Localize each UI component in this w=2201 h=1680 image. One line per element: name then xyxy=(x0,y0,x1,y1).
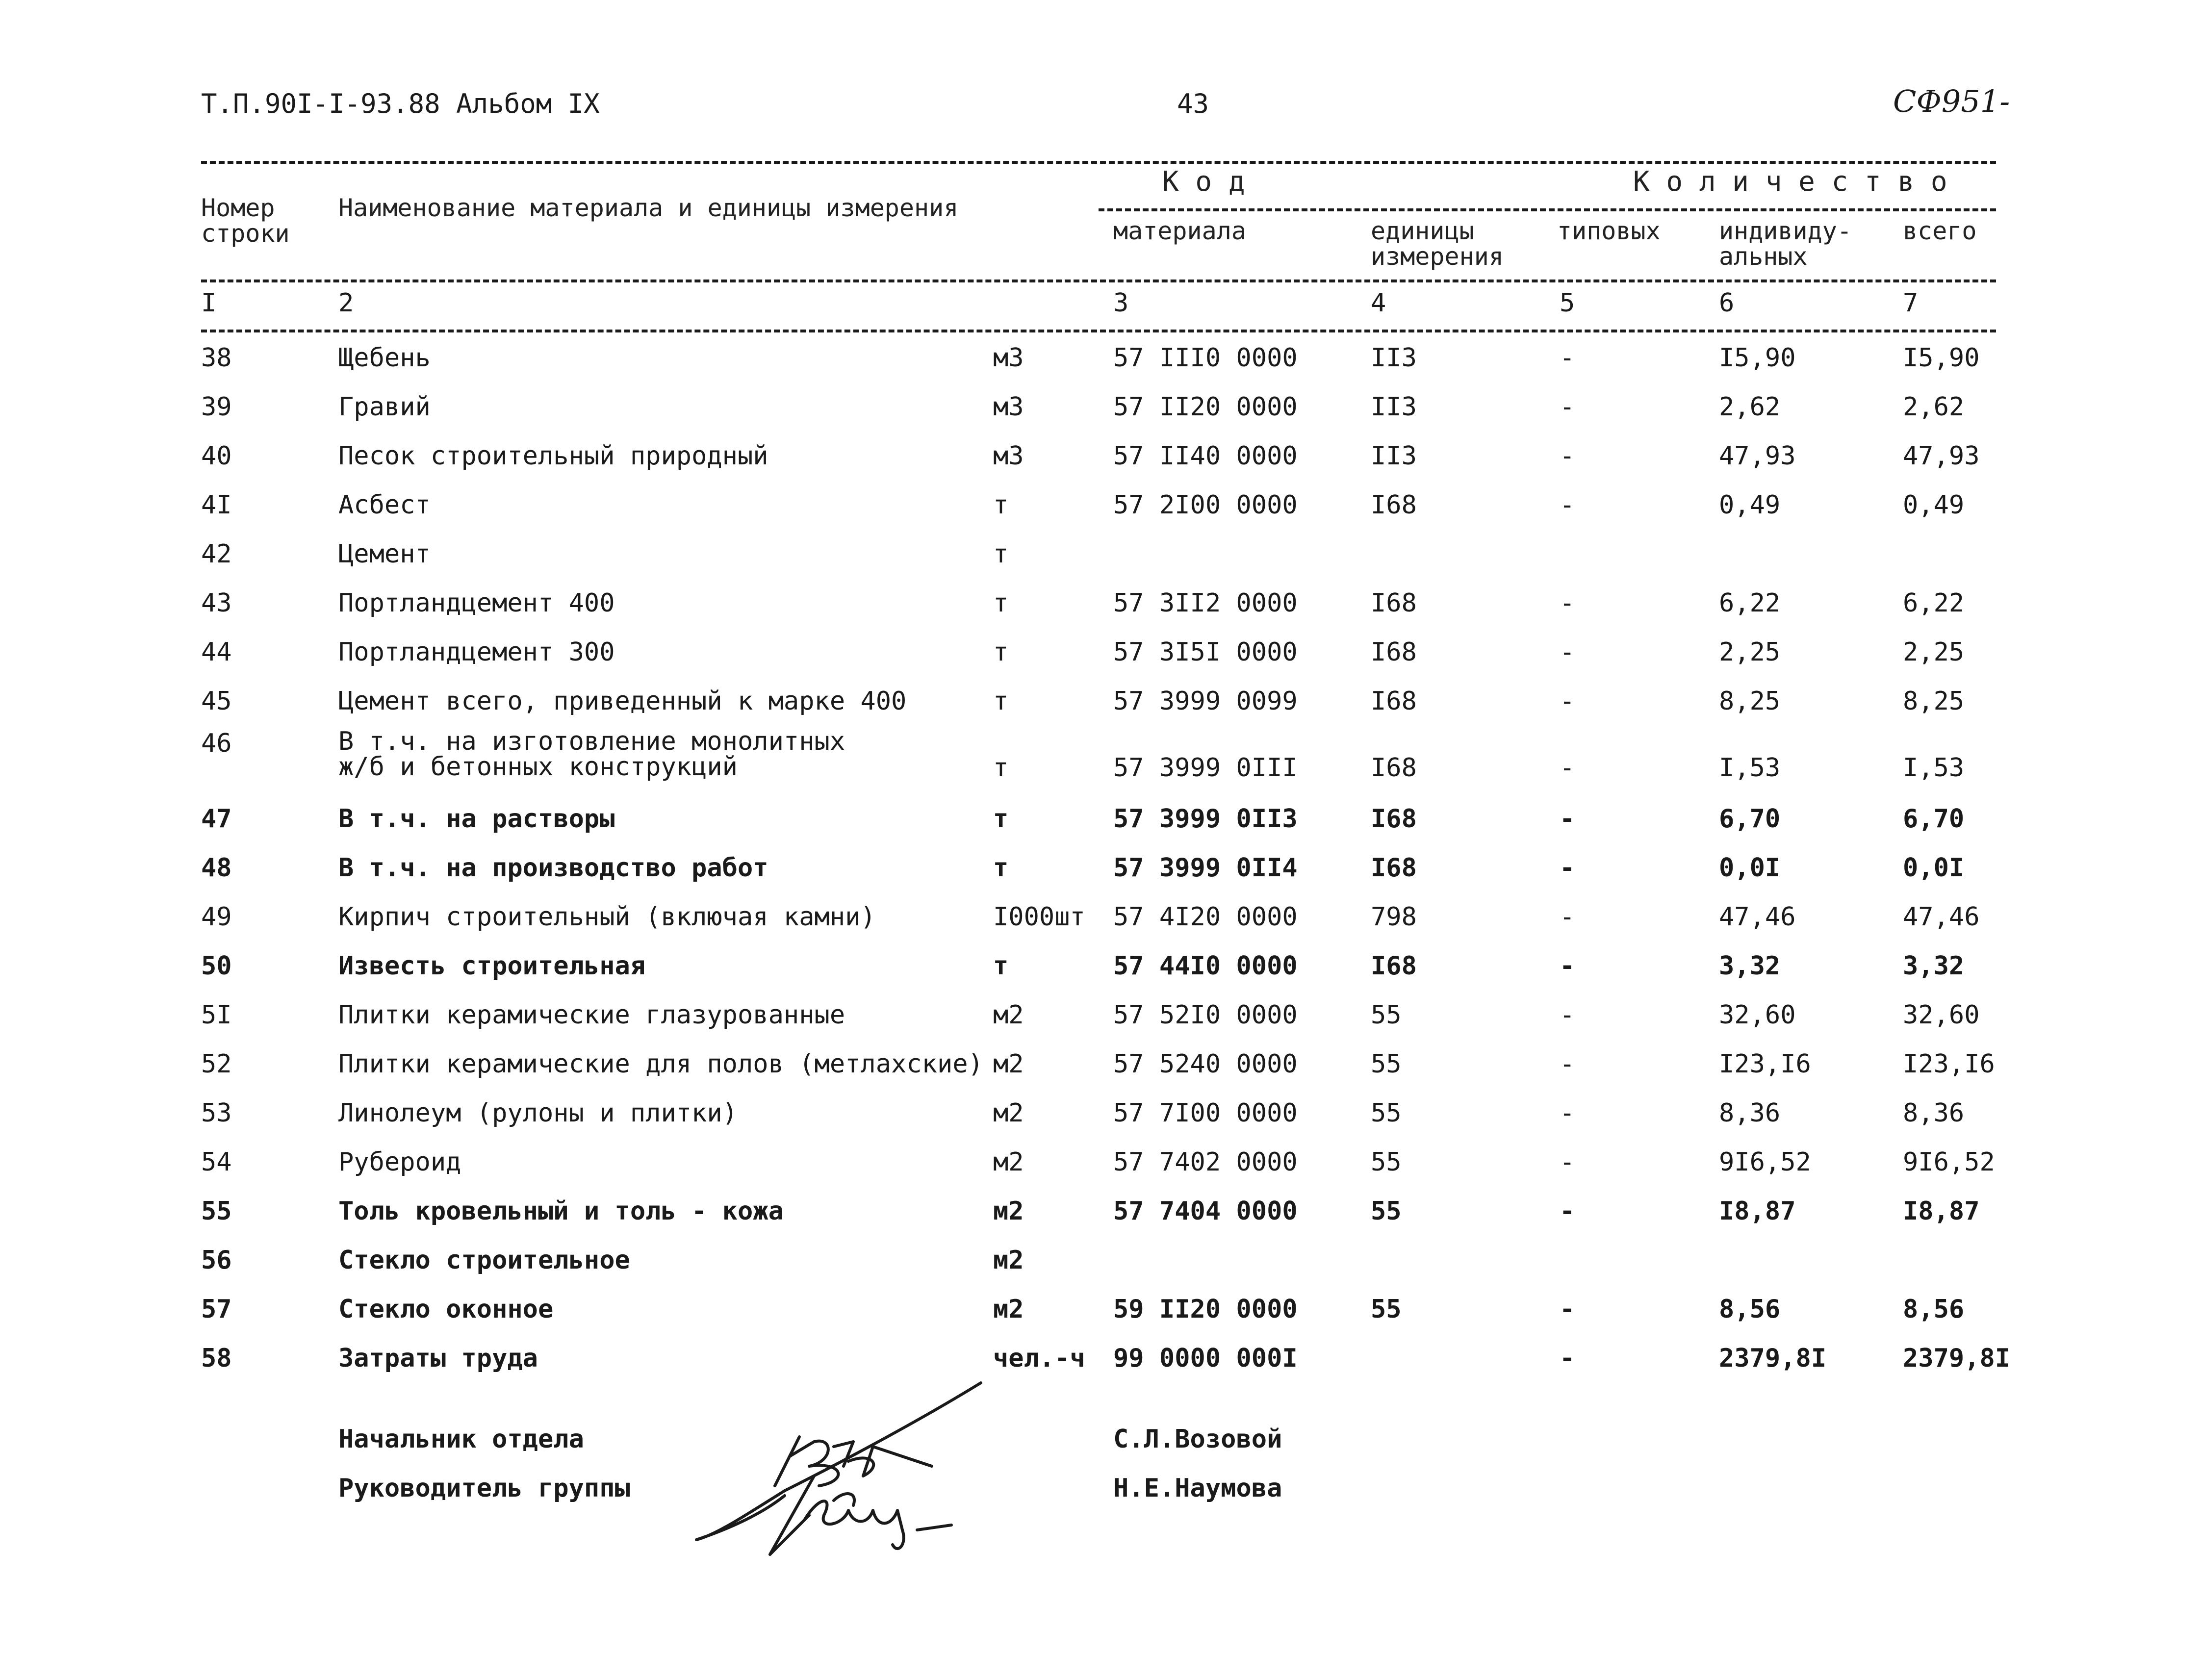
unit-of-measure: I000шт xyxy=(993,902,1085,932)
row-number: 44 xyxy=(201,637,232,667)
table-row xyxy=(0,1295,2201,1344)
unit-code: I68 xyxy=(1371,853,1417,883)
material-name: Стекло оконное xyxy=(338,1295,554,1324)
unit-code: 798 xyxy=(1371,902,1417,932)
material-code: 57 7402 0000 xyxy=(1113,1147,1298,1177)
qty-typical: - xyxy=(1560,1049,1575,1079)
unit-of-measure: м2 xyxy=(993,1049,1024,1079)
row-number: 52 xyxy=(201,1049,232,1079)
material-code: 57 III0 0000 xyxy=(1113,343,1298,373)
table-row xyxy=(0,588,2201,637)
column-header-row-no: Номер строки xyxy=(201,194,290,248)
unit-code: 55 xyxy=(1371,1147,1402,1177)
row-number: 58 xyxy=(201,1344,232,1373)
material-name: Затраты труда xyxy=(338,1344,538,1373)
row-number: 57 xyxy=(201,1295,232,1324)
group-lead-name: Н.Е.Наумова xyxy=(1113,1474,1282,1503)
qty-total: 9I6,52 xyxy=(1903,1147,1995,1177)
row-number: 5I xyxy=(201,1000,232,1030)
material-name: Линолеум (рулоны и плитки) xyxy=(338,1098,738,1128)
qty-individual: 8,56 xyxy=(1719,1295,1781,1324)
unit-of-measure: т xyxy=(993,687,1009,716)
qty-typical: - xyxy=(1560,951,1575,981)
unit-of-measure: т xyxy=(993,588,1009,618)
material-name: Асбест xyxy=(338,490,431,520)
qty-individual: I23,I6 xyxy=(1719,1049,1811,1079)
table-row xyxy=(0,1000,2201,1049)
row-number: 55 xyxy=(201,1196,232,1226)
qty-individual: I5,90 xyxy=(1719,343,1796,373)
unit-code: 55 xyxy=(1371,1098,1402,1128)
unit-code: I68 xyxy=(1371,490,1417,520)
row-number: 50 xyxy=(201,951,232,981)
material-code: 57 3999 0II3 xyxy=(1113,804,1298,834)
material-name: Цемент xyxy=(338,539,431,569)
unit-of-measure: т xyxy=(993,951,1009,981)
column-header-name: Наименование материала и единицы измерения xyxy=(338,194,959,222)
material-name: Стекло строительное xyxy=(338,1246,630,1275)
table-row xyxy=(0,490,2201,539)
qty-total: 2379,8I xyxy=(1903,1344,2011,1373)
material-code: 57 3999 0099 xyxy=(1113,687,1298,716)
qty-total: I23,I6 xyxy=(1903,1049,1995,1079)
header-rule-numbers-top xyxy=(201,280,1996,282)
qty-individual: 2379,8I xyxy=(1719,1344,1827,1373)
table-row xyxy=(0,727,2201,785)
qty-total: I5,90 xyxy=(1903,343,1980,373)
row-number: 46 xyxy=(201,729,232,758)
unit-code: I68 xyxy=(1371,588,1417,618)
row-number: 43 xyxy=(201,588,232,618)
row-number: 56 xyxy=(201,1246,232,1275)
column-number: 2 xyxy=(338,288,354,318)
row-number: 40 xyxy=(201,441,232,471)
column-header-material-code: материала xyxy=(1113,217,1246,245)
table-row xyxy=(0,902,2201,951)
material-name: Толь кровельный и толь - кожа xyxy=(338,1196,784,1226)
qty-total: 47,46 xyxy=(1903,902,1980,932)
row-number: 38 xyxy=(201,343,232,373)
qty-typical: - xyxy=(1560,1098,1575,1128)
qty-typical: - xyxy=(1560,490,1575,520)
unit-of-measure: т xyxy=(993,853,1009,883)
qty-individual: 9I6,52 xyxy=(1719,1147,1811,1177)
unit-of-measure: м2 xyxy=(993,1000,1024,1030)
column-header-qty-group: К о л и ч е с т в о xyxy=(1633,166,1947,198)
table-row xyxy=(0,1344,2201,1393)
material-name: Плитки керамические глазурованные xyxy=(338,1000,845,1030)
material-name: Цемент всего, приведенный к марке 400 xyxy=(338,687,907,716)
qty-total: 3,32 xyxy=(1903,951,1965,981)
unit-code: 55 xyxy=(1371,1196,1402,1226)
material-name: Гравий xyxy=(338,392,431,422)
material-code: 57 52I0 0000 xyxy=(1113,1000,1298,1030)
column-number: 7 xyxy=(1903,288,1919,318)
qty-typical: - xyxy=(1560,343,1575,373)
qty-typical: - xyxy=(1560,392,1575,422)
qty-total: 32,60 xyxy=(1903,1000,1980,1030)
material-code: 57 II20 0000 xyxy=(1113,392,1298,422)
row-number: 42 xyxy=(201,539,232,569)
table-row xyxy=(0,1098,2201,1147)
column-number: I xyxy=(201,288,217,318)
header-rule-bottom xyxy=(201,330,1996,332)
material-code: 57 7404 0000 xyxy=(1113,1196,1298,1226)
qty-typical: - xyxy=(1560,804,1575,834)
unit-of-measure: т xyxy=(993,490,1009,520)
row-number: 49 xyxy=(201,902,232,932)
material-name: Плитки керамические для полов (метлахские) xyxy=(338,1049,983,1079)
row-number: 45 xyxy=(201,687,232,716)
table-row xyxy=(0,539,2201,588)
unit-code: II3 xyxy=(1371,392,1417,422)
column-header-total: всего xyxy=(1903,217,1977,245)
unit-code: I68 xyxy=(1371,951,1417,981)
group-lead-title: Руководитель группы xyxy=(338,1474,630,1503)
unit-of-measure: м2 xyxy=(993,1147,1024,1177)
material-code: 99 0000 000I xyxy=(1113,1344,1298,1373)
row-number: 47 xyxy=(201,804,232,834)
qty-typical: - xyxy=(1560,1147,1575,1177)
material-name: В т.ч. на производство работ xyxy=(338,853,768,883)
unit-of-measure: м2 xyxy=(993,1098,1024,1128)
unit-code: 55 xyxy=(1371,1049,1402,1079)
qty-individual: 8,25 xyxy=(1719,687,1781,716)
qty-total: 2,25 xyxy=(1903,637,1965,667)
column-number: 5 xyxy=(1560,288,1575,318)
row-number: 39 xyxy=(201,392,232,422)
qty-total: I,53 xyxy=(1903,753,1965,783)
document-reference: Т.П.90I-I-93.88 Альбом IX xyxy=(201,88,600,119)
table-row xyxy=(0,853,2201,902)
qty-total: 0,49 xyxy=(1903,490,1965,520)
table-row xyxy=(0,637,2201,687)
unit-of-measure: чел.-ч xyxy=(993,1344,1085,1373)
material-code: 57 3999 0III xyxy=(1113,753,1298,783)
qty-typical: - xyxy=(1560,1000,1575,1030)
table-row xyxy=(0,392,2201,441)
qty-typical: - xyxy=(1560,441,1575,471)
unit-of-measure: т xyxy=(993,637,1009,667)
unit-code: I68 xyxy=(1371,687,1417,716)
row-number: 48 xyxy=(201,853,232,883)
head-of-department-name: С.Л.Возовой xyxy=(1113,1425,1282,1454)
qty-typical: - xyxy=(1560,902,1575,932)
qty-typical: - xyxy=(1560,1344,1575,1373)
qty-total: I8,87 xyxy=(1903,1196,1980,1226)
table-row xyxy=(0,687,2201,736)
qty-total: 6,22 xyxy=(1903,588,1965,618)
unit-code: I68 xyxy=(1371,637,1417,667)
qty-typical: - xyxy=(1560,637,1575,667)
qty-total: 8,56 xyxy=(1903,1295,1965,1324)
qty-individual: 2,62 xyxy=(1719,392,1781,422)
material-code: 57 5240 0000 xyxy=(1113,1049,1298,1079)
row-number: 4I xyxy=(201,490,232,520)
head-of-department-title: Начальник отдела xyxy=(338,1425,584,1454)
material-code: 57 3I5I 0000 xyxy=(1113,637,1298,667)
header-rule-top xyxy=(201,161,1996,164)
qty-individual: 47,93 xyxy=(1719,441,1796,471)
table-row xyxy=(0,1196,2201,1246)
handwritten-signature xyxy=(687,1368,1000,1564)
unit-of-measure: м3 xyxy=(993,392,1024,422)
page-number: 43 xyxy=(1177,88,1209,119)
column-header-unit-code: единицы измерения xyxy=(1371,217,1504,271)
material-name: Портландцемент 300 xyxy=(338,637,615,667)
table-row xyxy=(0,1246,2201,1295)
unit-code: 55 xyxy=(1371,1295,1402,1324)
qty-typical: - xyxy=(1560,753,1575,783)
header-rule-middle xyxy=(1099,208,1996,211)
qty-individual: 0,49 xyxy=(1719,490,1781,520)
table-row xyxy=(0,951,2201,1000)
table-row xyxy=(0,343,2201,392)
unit-of-measure: м3 xyxy=(993,343,1024,373)
qty-typical: - xyxy=(1560,1295,1575,1324)
material-name: Кирпич строительный (включая камни) xyxy=(338,902,876,932)
table-row xyxy=(0,441,2201,490)
material-name: В т.ч. на изготовление монолитных ж/б и бетонных конструкций xyxy=(338,727,845,782)
qty-individual: 47,46 xyxy=(1719,902,1796,932)
column-number: 4 xyxy=(1371,288,1386,318)
unit-of-measure: м2 xyxy=(993,1246,1024,1275)
column-header-individual: индивиду- альных xyxy=(1719,217,1852,271)
material-name: Песок строительный природный xyxy=(338,441,768,471)
column-number: 6 xyxy=(1719,288,1735,318)
qty-individual: 3,32 xyxy=(1719,951,1781,981)
material-code: 57 3999 0II4 xyxy=(1113,853,1298,883)
unit-of-measure: м3 xyxy=(993,441,1024,471)
qty-individual: 32,60 xyxy=(1719,1000,1796,1030)
unit-of-measure: т xyxy=(993,804,1009,834)
material-code: 59 II20 0000 xyxy=(1113,1295,1298,1324)
qty-typical: - xyxy=(1560,1196,1575,1226)
qty-total: 8,25 xyxy=(1903,687,1965,716)
qty-total: 0,0I xyxy=(1903,853,1965,883)
unit-code: I68 xyxy=(1371,804,1417,834)
qty-individual: I8,87 xyxy=(1719,1196,1796,1226)
unit-of-measure: м2 xyxy=(993,1295,1024,1324)
qty-typical: - xyxy=(1560,687,1575,716)
unit-code: I68 xyxy=(1371,753,1417,783)
column-header-code-group: К о д xyxy=(1162,166,1245,198)
qty-total: 6,70 xyxy=(1903,804,1965,834)
qty-total: 47,93 xyxy=(1903,441,1980,471)
unit-of-measure: т xyxy=(993,539,1009,569)
column-header-typical: типовых xyxy=(1557,217,1661,245)
material-code: 57 4I20 0000 xyxy=(1113,902,1298,932)
qty-individual: 0,0I xyxy=(1719,853,1781,883)
material-name: Щебень xyxy=(338,343,431,373)
column-number: 3 xyxy=(1113,288,1129,318)
row-number: 54 xyxy=(201,1147,232,1177)
qty-individual: 2,25 xyxy=(1719,637,1781,667)
table-row xyxy=(0,1049,2201,1098)
material-code: 57 44I0 0000 xyxy=(1113,951,1298,981)
qty-individual: 6,22 xyxy=(1719,588,1781,618)
qty-individual: I,53 xyxy=(1719,753,1781,783)
unit-code: 55 xyxy=(1371,1000,1402,1030)
table-row xyxy=(0,1147,2201,1196)
table-row xyxy=(0,804,2201,853)
qty-total: 8,36 xyxy=(1903,1098,1965,1128)
unit-code: II3 xyxy=(1371,343,1417,373)
material-code: 57 2I00 0000 xyxy=(1113,490,1298,520)
archive-stamp: СФ951- xyxy=(1893,83,2010,119)
material-code: 57 3II2 0000 xyxy=(1113,588,1298,618)
qty-typical: - xyxy=(1560,853,1575,883)
material-code: 57 7I00 0000 xyxy=(1113,1098,1298,1128)
unit-of-measure: т xyxy=(993,753,1009,783)
material-name: Портландцемент 400 xyxy=(338,588,615,618)
material-name: Рубероид xyxy=(338,1147,461,1177)
row-number: 53 xyxy=(201,1098,232,1128)
material-name: В т.ч. на растворы xyxy=(338,804,615,834)
qty-total: 2,62 xyxy=(1903,392,1965,422)
unit-code: II3 xyxy=(1371,441,1417,471)
material-code: 57 II40 0000 xyxy=(1113,441,1298,471)
qty-individual: 6,70 xyxy=(1719,804,1781,834)
qty-typical: - xyxy=(1560,588,1575,618)
qty-individual: 8,36 xyxy=(1719,1098,1781,1128)
unit-of-measure: м2 xyxy=(993,1196,1024,1226)
material-name: Известь строительная xyxy=(338,951,646,981)
